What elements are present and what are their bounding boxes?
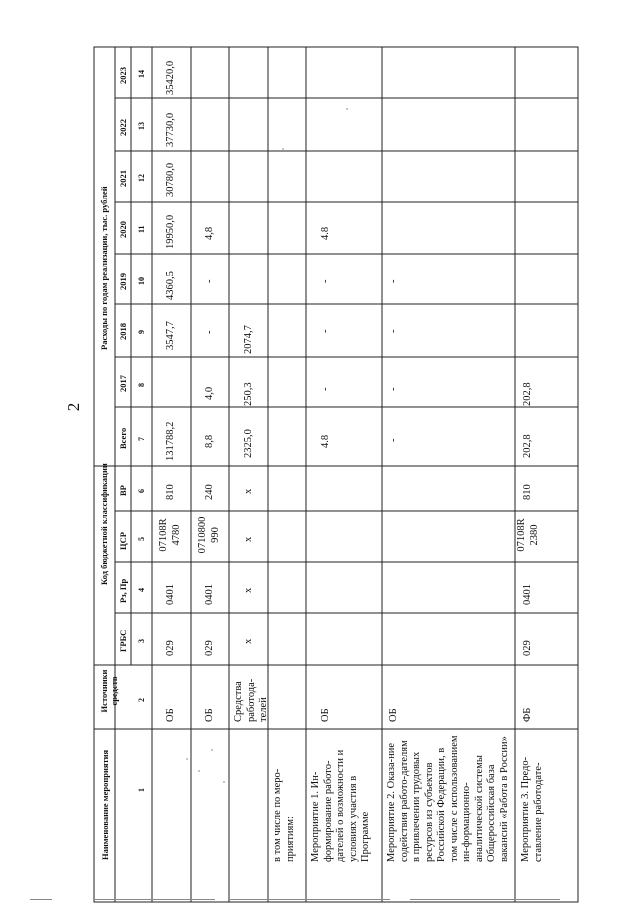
- cell-2019: -: [388, 279, 399, 283]
- cell-2019: 4360,5: [165, 271, 176, 300]
- header-year-2020: 2020: [118, 221, 128, 238]
- cell-csr: x: [243, 536, 254, 542]
- col-number: 7: [137, 437, 146, 441]
- cell-2019: -: [320, 279, 331, 283]
- header-year-2023: 2023: [118, 67, 128, 84]
- scan-edge-mark: [230, 899, 390, 900]
- cell-rzpr: 0401: [204, 584, 215, 605]
- cell-vr: 240: [204, 484, 215, 500]
- cell-total: 2325,0: [243, 429, 254, 458]
- cell-2018: -: [388, 329, 399, 333]
- cell-name: Мероприятие 1. Ин-формирование работо-дателей о возможности и условиях участия в Программе: [310, 749, 371, 862]
- cell-source: ФБ: [522, 707, 533, 722]
- col-number: 14: [137, 70, 146, 78]
- cell-2020: 19950,0: [165, 214, 176, 249]
- col-number: 5: [137, 537, 146, 541]
- col-number: 6: [137, 489, 146, 493]
- header-vr: ВР: [118, 485, 128, 496]
- cell-2017: -: [320, 387, 331, 391]
- col-number: 8: [137, 383, 146, 387]
- cell-2017: 4,0: [204, 386, 215, 400]
- cell-source: ОБ: [320, 708, 331, 722]
- cell-2017: 250,3: [243, 382, 254, 406]
- col-number: 2: [137, 698, 146, 702]
- header-budget-code: Код бюджетной классификации: [99, 463, 109, 585]
- cell-grbs: 029: [165, 640, 176, 656]
- cell-2020: 4.8: [320, 226, 331, 240]
- cell-grbs: 029: [522, 640, 533, 656]
- cell-2018: 3547,7: [165, 321, 176, 350]
- cell-name: Мероприятие 2. Оказа-ние содействия работо-дателям в привлечении трудовых ресурсов из субъектов Российской Федерации, в том числе с использованием ин-формационно-аналитической системы Общероссийская база вакансий «Работа в России»: [386, 735, 510, 862]
- cell-2019: -: [204, 279, 215, 283]
- cell-2018: -: [320, 329, 331, 333]
- header-name: Наименование мероприятия: [100, 749, 110, 860]
- cell-vr: 810: [165, 484, 176, 500]
- scan-speck: [198, 770, 200, 772]
- col-number: 13: [137, 122, 146, 130]
- col-number: 1: [137, 788, 146, 792]
- scan-speck: [282, 148, 284, 150]
- cell-csr: 07108R 4780: [158, 518, 182, 552]
- header-rzpr: Рз, Пр: [118, 578, 128, 603]
- cell-2018: -: [204, 330, 215, 334]
- cell-csr: 07108R 2380: [516, 518, 540, 552]
- header-year-2021: 2021: [118, 170, 128, 187]
- cell-total: 8,8: [204, 434, 215, 448]
- header-source: Источники средств: [99, 669, 119, 713]
- header-grbs: ГРБС: [118, 629, 128, 652]
- col-number: 11: [137, 225, 146, 233]
- cell-2020: 4,8: [204, 226, 215, 240]
- cell-2021: 30780,0: [165, 162, 176, 197]
- col-number: 3: [137, 639, 146, 643]
- header-year-2018: 2018: [118, 323, 128, 340]
- cell-total: -: [388, 438, 399, 442]
- header-total: Всего: [118, 427, 128, 449]
- cell-2023: 35420,0: [165, 60, 176, 95]
- scan-speck: [186, 758, 188, 760]
- cell-source: ОБ: [204, 708, 215, 722]
- cell-grbs: x: [243, 638, 254, 644]
- scan-speck: [346, 108, 348, 110]
- cell-rzpr: 0401: [522, 584, 533, 605]
- page-number: 2: [64, 402, 83, 412]
- cell-total: 202,8: [522, 434, 533, 458]
- cell-2022: 37730,0: [165, 112, 176, 147]
- scan-edge-mark: [410, 899, 560, 900]
- cell-2017: -: [388, 387, 399, 391]
- cell-name: Мероприятие 3. Предо-ставление работодате-: [520, 756, 544, 862]
- scan-speck: [211, 749, 213, 751]
- scan-edge-mark: [95, 899, 215, 900]
- cell-vr: 810: [522, 484, 533, 500]
- scan-edge-mark: [30, 899, 52, 900]
- cell-2018: 2074,7: [243, 325, 254, 354]
- cell-total: 131788,2: [165, 421, 176, 461]
- cell-total: 4.8: [320, 434, 331, 448]
- header-csr: ЦСР: [118, 532, 128, 550]
- header-year-2019: 2019: [118, 273, 128, 290]
- cell-name: в том числе по меро-приятиям:: [272, 768, 296, 862]
- cell-csr: 0710800 990: [197, 516, 221, 554]
- cell-source: Средства работода-телей: [233, 678, 269, 722]
- scan-speck: [223, 781, 225, 783]
- header-expenses: Расходы по годам реализации, тыс. рублей: [99, 186, 109, 350]
- col-number: 4: [137, 588, 146, 592]
- col-number: 9: [137, 330, 146, 334]
- cell-grbs: 029: [204, 640, 215, 656]
- header-year-2017: 2017: [118, 375, 128, 392]
- col-number: 12: [137, 174, 146, 182]
- cell-rzpr: x: [243, 587, 254, 593]
- cell-rzpr: 0401: [165, 584, 176, 605]
- cell-vr: x: [243, 488, 254, 494]
- cell-source: ОБ: [165, 708, 176, 722]
- cell-2017: 202,8: [522, 382, 533, 406]
- col-number: 10: [137, 277, 146, 285]
- cell-source: ОБ: [388, 708, 399, 722]
- header-year-2022: 2022: [118, 119, 128, 136]
